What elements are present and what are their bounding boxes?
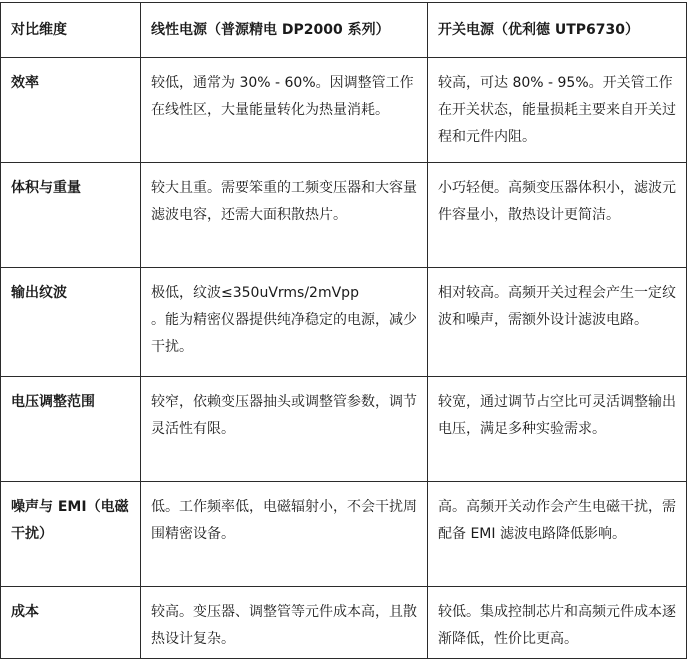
switching-cell: 相对较高。高频开关过程会产生一定纹波和噪声，需额外设计滤波电路。 <box>428 268 687 377</box>
table-row <box>1 58 687 163</box>
switching-cell: 较宽，通过调节占空比可灵活调整输出电压，满足多种实验需求。 <box>428 377 687 482</box>
switching-cell: 较低。集成控制芯片和高频元件成本逐渐降低，性价比更高。 <box>428 587 687 659</box>
row-dimension: 体积与重量 <box>1 163 141 268</box>
linear-cell: 较低，通常为 30% - 60%。因调整管工作在线性区，大量能量转化为热量消耗。 <box>141 58 428 163</box>
table-row <box>1 482 687 587</box>
table-row <box>1 587 687 659</box>
row-dimension: 输出纹波 <box>1 268 141 377</box>
table-row <box>1 377 687 482</box>
table-header-row <box>1 3 687 58</box>
linear-cell: 低。工作频率低，电磁辐射小，不会干扰周围精密设备。 <box>141 482 428 587</box>
row-dimension: 效率 <box>1 58 141 163</box>
header-dimension: 对比维度 <box>1 3 141 58</box>
switching-cell: 小巧轻便。高频变压器体积小，滤波元件容量小，散热设计更简洁。 <box>428 163 687 268</box>
table-row <box>1 268 687 377</box>
switching-cell: 高。高频开关动作会产生电磁干扰，需配备 EMI 滤波电路降低影响。 <box>428 482 687 587</box>
row-dimension: 噪声与 EMI（电磁干扰） <box>1 482 141 587</box>
row-dimension: 电压调整范围 <box>1 377 141 482</box>
linear-cell: 较大且重。需要笨重的工频变压器和大容量滤波电容，还需大面积散热片。 <box>141 163 428 268</box>
header-switching-power: 开关电源（优利德 UTP6730） <box>428 3 687 58</box>
linear-cell: 较高。变压器、调整管等元件成本高，且散热设计复杂。 <box>141 587 428 659</box>
table-row <box>1 163 687 268</box>
header-linear-power: 线性电源（普源精电 DP2000 系列） <box>141 3 428 58</box>
linear-cell: 较窄，依赖变压器抽头或调整管参数，调节灵活性有限。 <box>141 377 428 482</box>
row-dimension: 成本 <box>1 587 141 659</box>
switching-cell: 较高，可达 80% - 95%。开关管工作在开关状态，能量损耗主要来自开关过程和元件内阻。 <box>428 58 687 163</box>
comparison-table <box>0 2 687 659</box>
comparison-table-container <box>0 2 686 659</box>
linear-cell: 极低，纹波≤350uVrms/2mVpp 。能为精密仪器提供纯净稳定的电源，减少干扰。 <box>141 268 428 377</box>
